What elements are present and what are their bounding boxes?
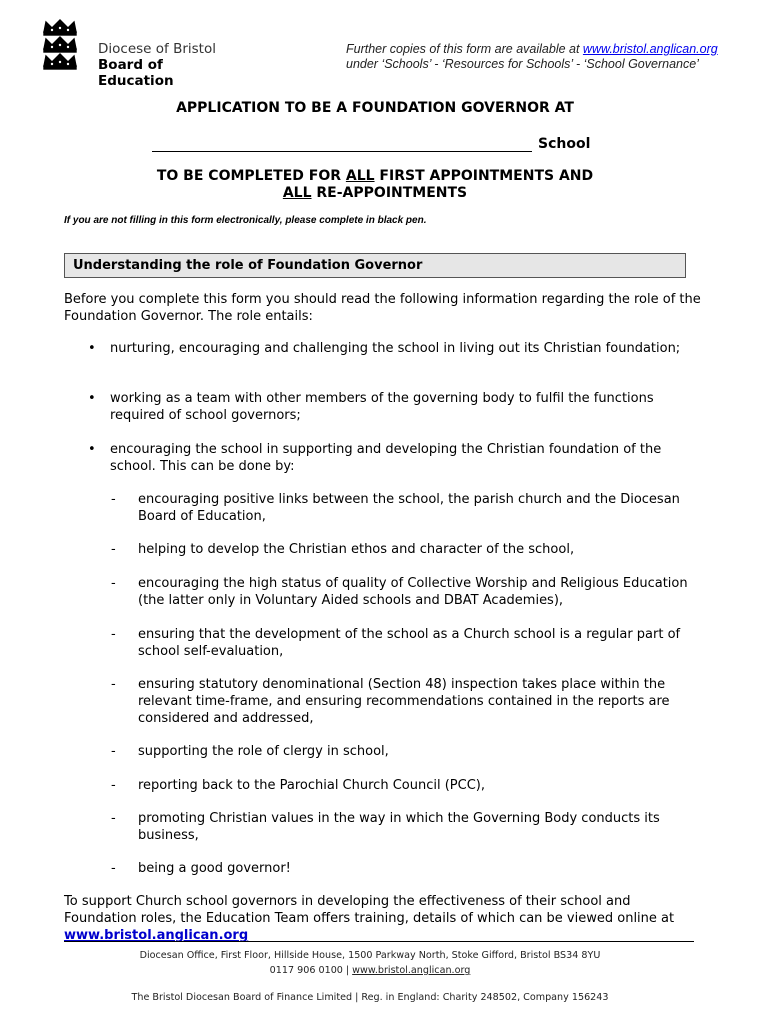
dash-marker: - (111, 627, 116, 642)
sub-item-text: supporting the role of clergy in school, (138, 744, 389, 759)
footer-address: Diocesan Office, First Floor, Hillside House, 1500 Parkway North, Stoke Gifford, Bristol BS34 8YU (139, 950, 601, 961)
instruction-all-1: ALL (345, 168, 375, 184)
school-label: School (538, 136, 591, 152)
dash-marker: - (111, 492, 116, 507)
further-copies-note (346, 42, 718, 72)
org-line-1: Diocese of Bristol (98, 41, 216, 57)
bullet-text: encouraging the school in supporting and developing the Christian foundation of the school. This can be done by: (110, 442, 662, 474)
footer-separator: | (345, 965, 350, 976)
sub-item-text: encouraging the high status of quality of Collective Worship and Religious Education (the latter only in Voluntary Aided schools and DBAT Academies), (138, 576, 688, 608)
footer-phone: 0117 906 0100 (269, 965, 343, 976)
copies-website-link[interactable]: www.bristol.anglican.org (582, 42, 718, 56)
footer-registration: Reg. in England: Charity 248502, Company 156243 (361, 992, 609, 1003)
footer-separator: | (355, 992, 359, 1003)
diocese-crown-logo-icon (40, 18, 80, 70)
form-title: APPLICATION TO BE A FOUNDATION GOVERNOR AT (176, 100, 574, 116)
sub-item (111, 626, 698, 660)
bullet-marker: • (88, 341, 96, 356)
footer-company-name: The Bristol Diocesan Board of Finance Limited (131, 992, 353, 1003)
sub-item (111, 810, 698, 844)
bullet-text: working as a team with other members of the governing body to fulfil the functions required of school governors; (110, 391, 654, 423)
sub-item (111, 860, 698, 877)
org-line-2: Board of (98, 57, 163, 73)
bullet-item (88, 390, 710, 424)
footer-website-link[interactable]: www.bristol.anglican.org (352, 965, 471, 976)
section-heading: Understanding the role of Foundation Governor (64, 253, 686, 278)
training-text: To support Church school governors in developing the effectiveness of their school and Foundation roles, the Education Team offers training, details of which can be viewed online at (64, 894, 675, 926)
sub-item-text: ensuring statutory denominational (Section 48) inspection takes place within the relevant time-frame, and ensuring recommendations contained in the reports are considered and addressed, (138, 677, 670, 726)
bullet-marker: • (88, 442, 96, 457)
school-name-field[interactable] (152, 138, 532, 152)
sub-item (111, 541, 698, 558)
sub-item-text: encouraging positive links between the school, the parish church and the Diocesan Board of Education, (138, 492, 680, 524)
sub-item (111, 743, 698, 760)
dash-marker: - (111, 744, 116, 759)
instruction-suffix-1: FIRST APPOINTMENTS AND (374, 168, 594, 184)
school-name-line (152, 136, 590, 152)
instruction-all-2: ALL (282, 185, 312, 201)
intro-paragraph: Before you complete this form you should read the following information regarding the role of the Foundation Governor. The role entails: (64, 292, 701, 324)
footer-legal (0, 992, 740, 1003)
sub-item (111, 491, 698, 525)
black-pen-note: If you are not filling in this form electronically, please complete in black pen. (64, 215, 427, 226)
sub-item (111, 777, 698, 794)
training-website-link[interactable]: www.bristol.anglican.org (64, 928, 249, 943)
bullet-marker: • (88, 391, 96, 406)
bullet-item (88, 340, 710, 357)
completion-instruction (0, 168, 750, 202)
copies-path: under ‘Schools’ - ‘Resources for Schools’ - ‘School Governance’ (346, 57, 699, 71)
dash-marker: - (111, 576, 116, 591)
copies-text: Further copies of this form are available at (346, 42, 583, 56)
bullet-item (88, 441, 710, 475)
dash-marker: - (111, 542, 116, 557)
training-paragraph (64, 893, 704, 944)
sub-item-text: promoting Christian values in the way in which the Governing Body conducts its business, (138, 811, 660, 843)
dash-marker: - (111, 811, 116, 826)
instruction-prefix: TO BE COMPLETED FOR (156, 168, 346, 184)
dash-marker: - (111, 778, 116, 793)
footer-contact (0, 965, 740, 976)
sub-item-text: reporting back to the Parochial Church Council (PCC), (138, 778, 485, 793)
footer-divider (64, 941, 694, 942)
sub-item (111, 676, 698, 727)
org-line-3: Education (98, 73, 174, 89)
bullet-text: nurturing, encouraging and challenging the school in living out its Christian foundation; (110, 341, 681, 356)
sub-item (111, 575, 698, 609)
sub-item-text: helping to develop the Christian ethos and character of the school, (138, 542, 575, 557)
organisation-name (98, 41, 216, 89)
dash-marker: - (111, 861, 116, 876)
sub-item-text: being a good governor! (138, 861, 291, 876)
dash-marker: - (111, 677, 116, 692)
sub-item-text: ensuring that the development of the school as a Church school is a regular part of school self-evaluation, (138, 627, 681, 659)
instruction-suffix-2: RE-APPOINTMENTS (311, 185, 468, 201)
